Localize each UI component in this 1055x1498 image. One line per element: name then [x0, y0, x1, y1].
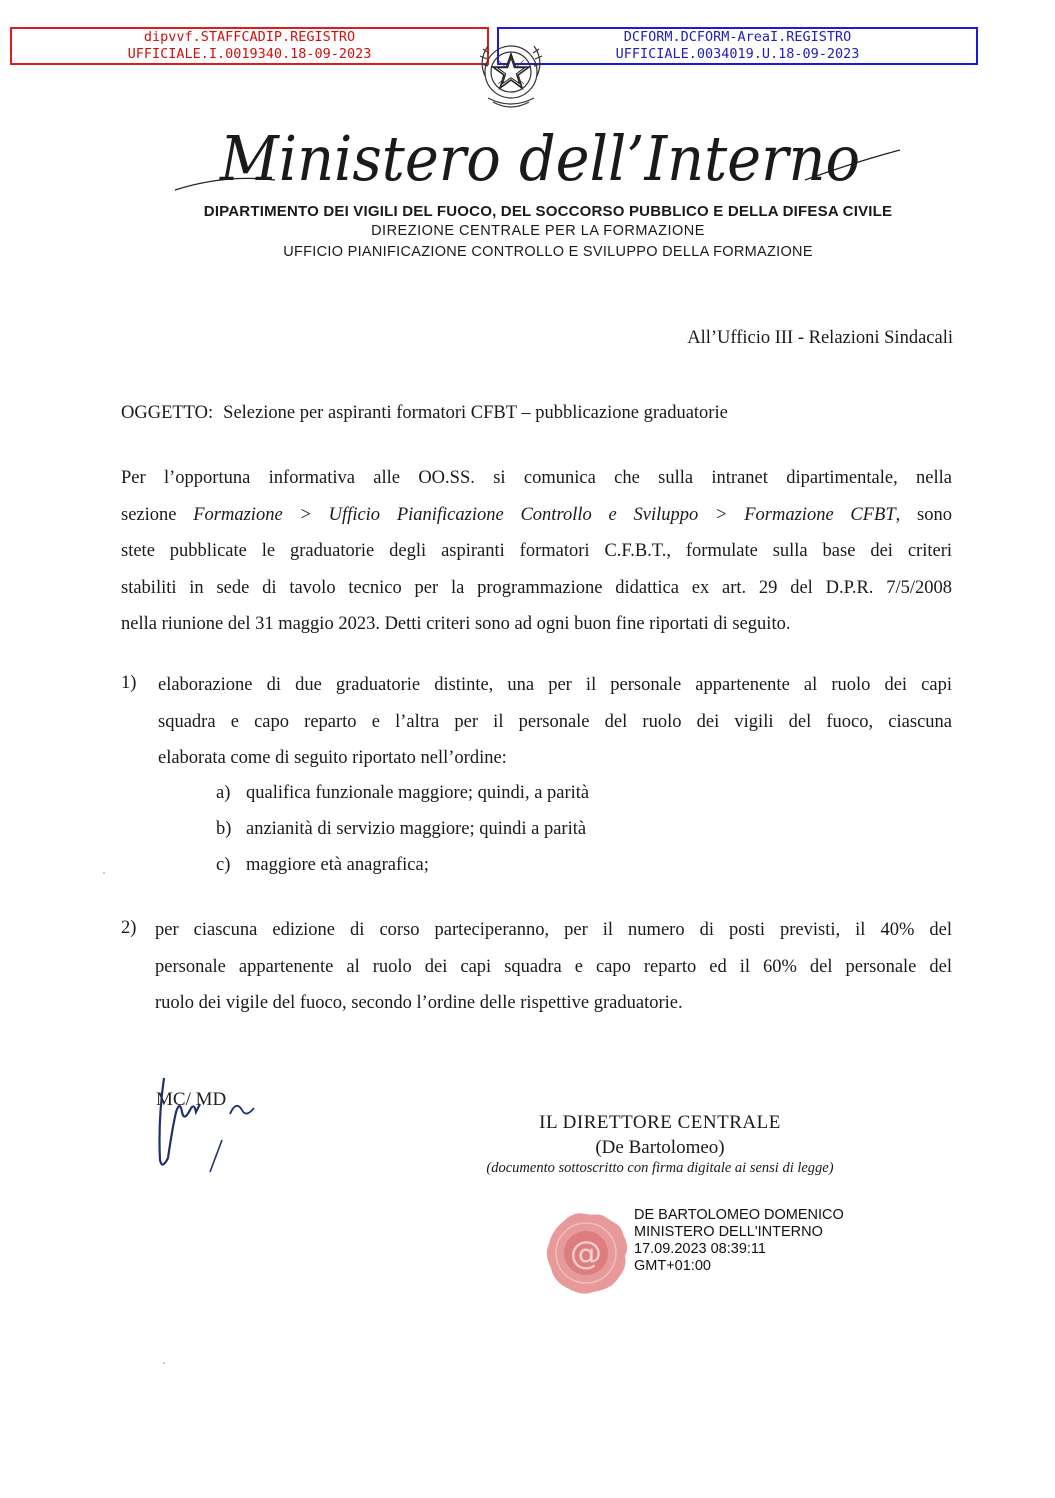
- sub-criterion: b) anzianità di servizio maggiore; quindi a parità: [216, 819, 587, 839]
- stamp-line: UFFICIALE.I.0019340.18-09-2023: [127, 46, 372, 62]
- intro-paragraph: [121, 460, 952, 643]
- paragraph-line: sezione Formazione > Ufficio Pianificazione Controllo e Sviluppo > Formazione CFBT, sono: [121, 504, 952, 525]
- signer-organization: MINISTERO DELL'INTERNO: [634, 1224, 823, 1240]
- paragraph-line: stete pubblicate le graduatorie degli aspiranti formatori C.F.B.T., formulate sulla base dei criteri: [121, 541, 952, 561]
- item-number: 2): [121, 918, 137, 938]
- item-line: ruolo dei vigile del fuoco, secondo l’ordine delle rispettive graduatorie.: [155, 993, 683, 1013]
- paragraph-line: stabiliti in sede di tavolo tecnico per la programmazione didattica ex art. 29 del D.P.R. 7/5/2008: [121, 577, 952, 598]
- svg-text:MC/ MD: MC/ MD: [156, 1089, 227, 1110]
- signatory-title: IL DIRETTORE CENTRALE: [539, 1112, 781, 1133]
- digital-signature-note: (documento sottoscritto con firma digitale ai sensi di legge): [486, 1160, 834, 1176]
- stamp-line: UFFICIALE.0034019.U.18-09-2023: [615, 46, 860, 62]
- signature-timestamp: 17.09.2023 08:39:11: [634, 1241, 766, 1257]
- item-line: personale appartenente al ruolo dei capi squadra e capo reparto ed il 60% del personale del: [155, 956, 952, 977]
- recipient: All’Ufficio III - Relazioni Sindacali: [687, 328, 953, 348]
- item-line: elaborazione di due graduatorie distinte, una per il personale appartenente al ruolo dei capi: [158, 675, 952, 695]
- paragraph-line: nella riunione del 31 maggio 2023. Detti criteri sono ad ogni buon fine riportati di seguito.: [121, 614, 791, 634]
- protocol-stamp-outgoing: [497, 27, 978, 65]
- digital-signature-seal-icon: [543, 1210, 629, 1296]
- scan-speck: [163, 1362, 165, 1364]
- department-name: DIPARTIMENTO DEI VIGILI DEL FUOCO, DEL SOCCORSO PUBBLICO E DELLA DIFESA CIVILE: [203, 203, 893, 220]
- stamp-line: dipvvf.STAFFCADIP.REGISTRO: [143, 29, 356, 45]
- sub-criterion: c) maggiore età anagrafica;: [216, 855, 429, 875]
- protocol-stamp-incoming: [10, 27, 489, 65]
- paragraph-line: Per l’opportuna informativa alle OO.SS. si comunica che sulla intranet dipartimentale, nella: [121, 468, 952, 488]
- item-line: per ciascuna edizione di corso parteciperanno, per il numero di posti previsti, il 40% del: [155, 920, 952, 940]
- handwritten-initials: [150, 1060, 280, 1175]
- item-line: squadra e capo reparto e l’altra per il personale del ruolo dei vigili del fuoco, ciascuna: [158, 711, 952, 732]
- subject-label: OGGETTO:: [121, 403, 214, 423]
- directorate-name: DIREZIONE CENTRALE PER LA FORMAZIONE: [371, 223, 705, 239]
- office-name: UFFICIO PIANIFICAZIONE CONTROLLO E SVILUPPO DELLA FORMAZIONE: [283, 244, 813, 260]
- ministry-title: [165, 110, 925, 202]
- item-number: 1): [121, 673, 137, 693]
- svg-text:@: @: [570, 1234, 602, 1272]
- digital-signature-info: [634, 1207, 844, 1275]
- intranet-path: Formazione > Ufficio Pianificazione Controllo e Sviluppo > Formazione CFBT: [193, 504, 896, 525]
- italian-republic-emblem-icon: [468, 30, 554, 116]
- subject-line: [121, 403, 728, 424]
- criteria-item: [158, 667, 952, 777]
- scan-speck: [103, 872, 105, 874]
- sub-criterion: a) qualifica funzionale maggiore; quindi, a parità: [216, 783, 590, 803]
- subject-text: Selezione per aspiranti formatori CFBT – pubblicazione graduatorie: [223, 403, 728, 423]
- ministry-name: Ministero dell’Interno: [219, 122, 860, 195]
- stamp-line: DCFORM.DCFORM-AreaI.REGISTRO: [623, 29, 852, 45]
- signature-timezone: GMT+01:00: [634, 1258, 711, 1274]
- signatory-name: (De Bartolomeo): [595, 1137, 725, 1158]
- signer-name: DE BARTOLOMEO DOMENICO: [634, 1207, 844, 1223]
- item-line: elaborata come di seguito riportato nell’ordine:: [158, 748, 507, 768]
- criteria-item: [155, 912, 952, 1022]
